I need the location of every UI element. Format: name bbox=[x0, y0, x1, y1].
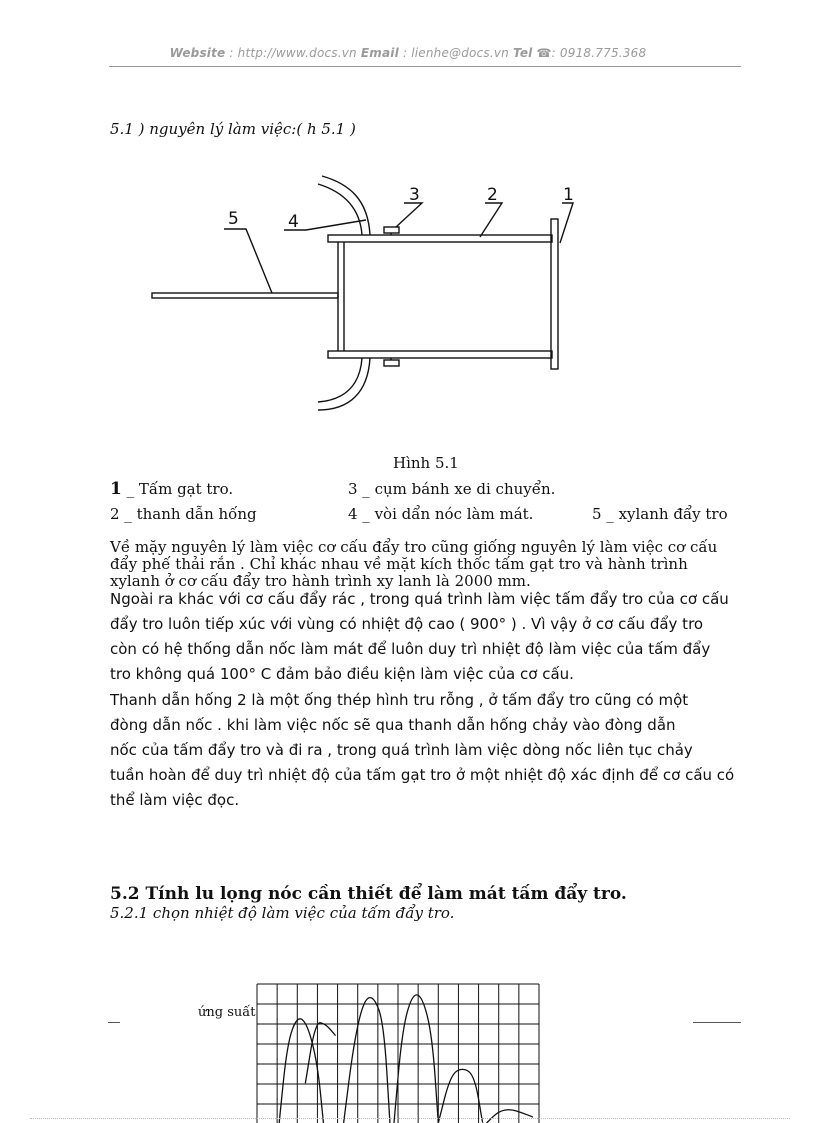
chart-series-curve-1 bbox=[279, 1019, 323, 1123]
legend-item-1 bbox=[110, 479, 233, 499]
paragraph-1-line-3: xylanh ở cơ cấu đẩy tro hành trình xy lanh là 2000 mm. bbox=[110, 572, 531, 590]
paragraph-3-line-2: đòng dẫn nốc . khi làm việc nốc sẽ qua thanh dẫn hống chảy vào đòng dẫn bbox=[110, 716, 676, 734]
website-value[interactable]: : http://www.docs.vn bbox=[229, 46, 357, 60]
footer-divider bbox=[30, 1118, 790, 1119]
section-5-2-1-subtitle: 5.2.1 chọn nhiệt độ làm việc của tấm đẩy tro. bbox=[110, 904, 455, 922]
paragraph-2-line-1: Ngoài ra khác với cơ cấu đẩy rác , trong quá trình làm việc tấm đẩy tro của cơ cấu bbox=[110, 590, 729, 608]
right-rule bbox=[693, 1022, 741, 1023]
phone-icon: ☎ bbox=[536, 46, 552, 60]
paragraph-3-line-1: Thanh dẫn hống 2 là một ống thép hình tru rỗng , ở tấm đẩy tro cũng có một bbox=[110, 691, 689, 709]
figure-5-1-diagram bbox=[0, 0, 816, 450]
email-label: Email bbox=[360, 46, 399, 60]
callout-1: 1 bbox=[563, 185, 574, 205]
paragraph-3-line-4: tuần hoàn để duy trì nhiệt độ của tấm gạt tro ở một nhiệt độ xác định để cơ cấu có bbox=[110, 766, 735, 784]
top-guide-bar bbox=[328, 235, 552, 242]
chart-series-curve-6 bbox=[487, 1110, 533, 1123]
hose-bottom-outer bbox=[318, 358, 370, 410]
chart-series-curve-5 bbox=[438, 1069, 482, 1123]
tel-label: Tel bbox=[513, 46, 533, 60]
paragraph-3 bbox=[110, 688, 740, 813]
callout-5: 5 bbox=[228, 209, 239, 229]
figure-caption: Hình 5.1 bbox=[393, 454, 459, 472]
legend-item-5: 5 _ xylanh đẩy tro bbox=[592, 505, 728, 523]
legend-item-3: 3 _ cụm bánh xe di chuyển. bbox=[348, 480, 556, 498]
paragraph-2 bbox=[110, 587, 740, 687]
paragraph-3-line-5: thể làm việc đọc. bbox=[110, 791, 240, 809]
wheel-bottom bbox=[384, 360, 399, 366]
callout-2: 2 bbox=[487, 185, 498, 205]
piston-rod bbox=[152, 293, 338, 298]
callout-4: 4 bbox=[288, 212, 299, 232]
legend-item-2: 2 _ thanh dẫn hống bbox=[110, 505, 257, 523]
paragraph-2-line-4: tro không quá 100° C đảm bảo điều kiện làm việc của cơ cấu. bbox=[110, 665, 574, 683]
paragraph-3-line-3: nốc của tấm đẩy tro và đi ra , trong quá trình làm việc dòng nốc liên tục chảy bbox=[110, 741, 693, 759]
hose-bottom-inner bbox=[318, 358, 362, 402]
paragraph-1-line-2: đẩy phế thải rắn . Chỉ khác nhau về mặt kích thốc tấm gạt tro và hành trình bbox=[110, 555, 688, 573]
tel-value: : 0918.775.368 bbox=[551, 46, 647, 60]
legend-item-1-text: _ Tấm gạt tro. bbox=[121, 480, 234, 498]
callout-3: 3 bbox=[409, 185, 420, 205]
bottom-guide-bar bbox=[328, 351, 552, 358]
stress-chart bbox=[256, 983, 540, 1123]
website-label: Website bbox=[169, 46, 226, 60]
email-value[interactable]: : lienhe@docs.vn bbox=[402, 46, 509, 60]
section-5-2-title: 5.2 Tính lu lọng nóc cần thiết để làm mát tấm đẩy tro. bbox=[110, 884, 627, 904]
paragraph-2-line-3: còn có hệ thống dẫn nốc làm mát để luôn duy trì nhiệt độ làm việc của tấm đẩy bbox=[110, 640, 711, 658]
chart-y-axis-label: ứng suất bbox=[198, 1005, 256, 1020]
section-5-1-title: 5.1 ) nguyên lý làm việc:( h 5.1 ) bbox=[110, 120, 356, 138]
wheel-top bbox=[384, 227, 399, 233]
legend-item-4: 4 _ vòi dẩn nóc làm mát. bbox=[348, 505, 534, 523]
left-rule bbox=[108, 1022, 120, 1023]
chart-series-curve-2 bbox=[305, 1023, 335, 1084]
paragraph-1-line-1: Về mặy nguyên lý làm việc cơ cấu đẩy tro cũng giống nguyên lý làm việc cơ cấu bbox=[110, 538, 718, 556]
paragraph-2-line-2: đẩy tro luôn tiếp xúc với vùng có nhiệt độ cao ( 900° ) . Vì vậy ở cơ cấu đẩy tro bbox=[110, 615, 704, 633]
legend-item-1-number: 1 bbox=[110, 479, 122, 499]
